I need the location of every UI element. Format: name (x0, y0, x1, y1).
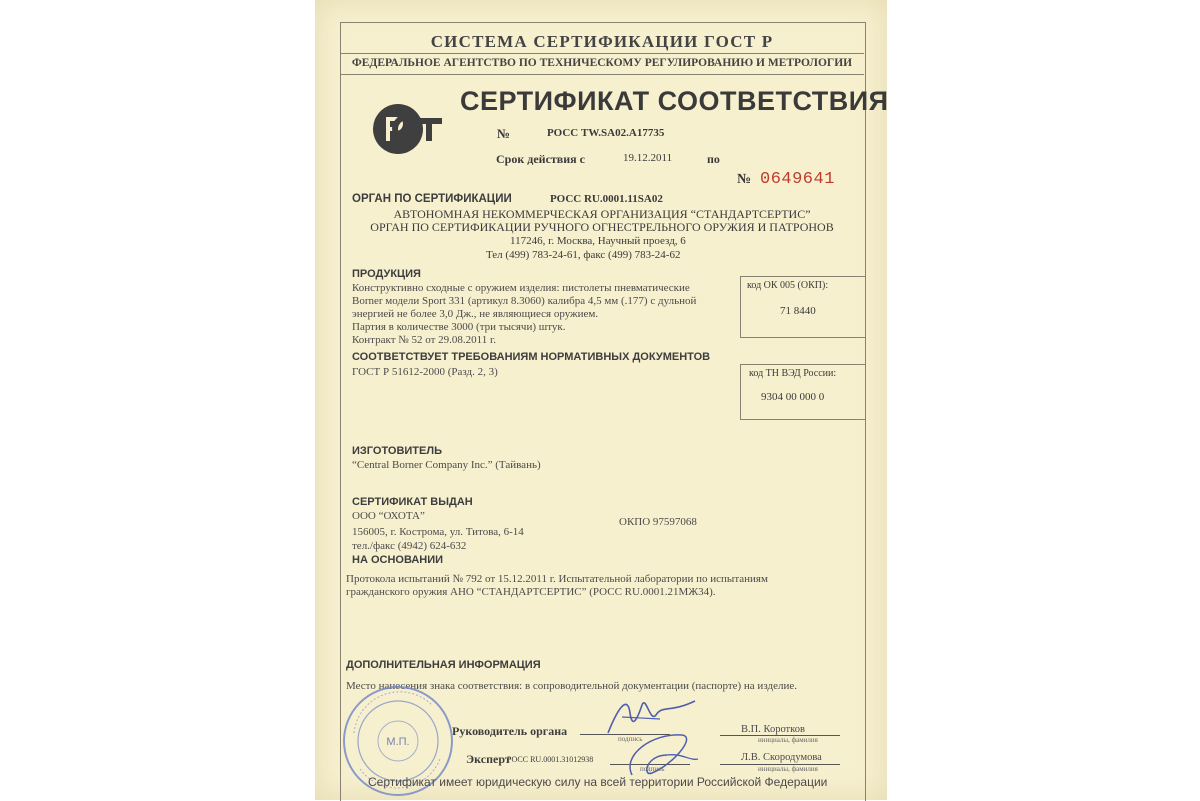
issued-to-line: 156005, г. Кострома, ул. Титова, 6-14 (352, 526, 524, 538)
conformity-standard: ГОСТ Р 51612-2000 (Разд. 2, 3) (352, 366, 498, 378)
certifying-body-address: 117246, г. Москва, Научный проезд, 6 (510, 235, 686, 247)
issued-to-heading: СЕРТИФИКАТ ВЫДАН (352, 496, 473, 508)
manufacturer-name: “Central Borner Company Inc.” (Тайвань) (352, 459, 541, 471)
signature-caption: подпись (640, 765, 665, 773)
head-of-body-label: Руководитель органа (452, 724, 568, 738)
okp-code-label: код ОК 005 (ОКП): (747, 280, 829, 291)
footer-text: Сертификат имеет юридическую силу на всей территории Российской Федерации (368, 775, 828, 789)
serial-label: № (737, 172, 752, 187)
issued-to-okpo: ОКПО 97597068 (619, 516, 697, 528)
certifying-body-line: ОРГАН ПО СЕРТИФИКАЦИИ РУЧНОГО ОГНЕСТРЕЛЬНОГО ОРУЖИЯ И ПАТРОНОВ (370, 220, 834, 234)
validity-to-label: по (707, 152, 720, 166)
stamp-center-text: М.П. (386, 736, 410, 748)
basis-heading: НА ОСНОВАНИИ (352, 554, 444, 566)
expert-label: Эксперт (466, 752, 511, 766)
certifying-body-heading: ОРГАН ПО СЕРТИФИКАЦИИ (352, 193, 512, 205)
product-line: Borner модели Sport 331 (артикул 8.3060) калибра 4,5 мм (.177) с дульной (352, 295, 697, 307)
product-line: Контракт № 52 от 29.08.2011 г. (352, 334, 497, 346)
agency-title: ФЕДЕРАЛЬНОЕ АГЕНТСТВО ПО ТЕХНИЧЕСКОМУ РЕГУЛИРОВАНИЮ И МЕТРОЛОГИИ (351, 57, 853, 69)
serial-number: 0649641 (760, 170, 835, 189)
head-of-body-name: В.П. Коротков (741, 724, 805, 735)
system-title: СИСТЕМА СЕРТИФИКАЦИИ ГОСТ Р (430, 32, 774, 51)
expert-name: Л.В. Скородумова (741, 752, 822, 763)
product-line: Партия в количестве 3000 (три тысячи) штук. (352, 321, 566, 333)
tnved-code-label: код ТН ВЭД России: (749, 368, 837, 379)
certifying-body-line: АВТОНОМНАЯ НЕКОММЕРЧЕСКАЯ ОРГАНИЗАЦИЯ “СТАНДАРТСЕРТИС” (393, 207, 811, 221)
signature-caption: подпись (618, 735, 643, 743)
header-divider (340, 74, 864, 75)
certificate-title: СЕРТИФИКАТ СООТВЕТСТВИЯ (460, 86, 889, 116)
additional-info-heading: ДОПОЛНИТЕЛЬНАЯ ИНФОРМАЦИЯ (346, 659, 541, 671)
expert-code: РОСС RU.0001.31012938 (507, 755, 594, 764)
header-divider (340, 53, 864, 54)
basis-line: Протокола испытаний № 792 от 15.12.2011 г. Испытательной лаборатории по испытаниям (346, 573, 768, 585)
issued-to-line: тел./факс (4942) 624-632 (352, 540, 467, 552)
conformity-heading: СООТВЕТСТВУЕТ ТРЕБОВАНИЯМ НОРМАТИВНЫХ ДОКУМЕНТОВ (352, 351, 711, 363)
name-caption: инициалы, фамилия (758, 765, 818, 773)
certificate-number: РОСС TW.SA02.A17735 (547, 127, 665, 139)
number-label: № (497, 126, 511, 141)
pct-logo-icon (372, 103, 444, 155)
product-line: энергией не более 3,0 Дж., не являющиеся оружием. (352, 308, 599, 320)
basis-line: гражданского оружия АНО “СТАНДАРТСЕРТИС” (РОСС RU.0001.21МЖ34). (346, 586, 716, 598)
okp-code-value: 71 8440 (780, 305, 816, 317)
additional-info-text: Место нанесения знака соответствия: в сопроводительной документации (паспорте) на изделие. (346, 680, 797, 692)
tnved-code-value: 9304 00 000 0 (761, 391, 825, 403)
manufacturer-heading: ИЗГОТОВИТЕЛЬ (352, 445, 442, 457)
issued-to-line: ООО “ОХОТА” (352, 510, 425, 522)
certifying-body-code: РОСС RU.0001.11SA02 (550, 193, 663, 205)
product-line: Конструктивно сходные с оружием изделия: пистолеты пневматические (352, 282, 690, 294)
name-caption: инициалы, фамилия (758, 736, 818, 744)
validity-label: Срок действия с (496, 152, 585, 166)
validity-from: 19.12.2011 (623, 152, 673, 164)
certifying-body-phone: Тел (499) 783-24-61, факс (499) 783-24-62 (486, 249, 681, 261)
product-heading: ПРОДУКЦИЯ (352, 268, 421, 280)
